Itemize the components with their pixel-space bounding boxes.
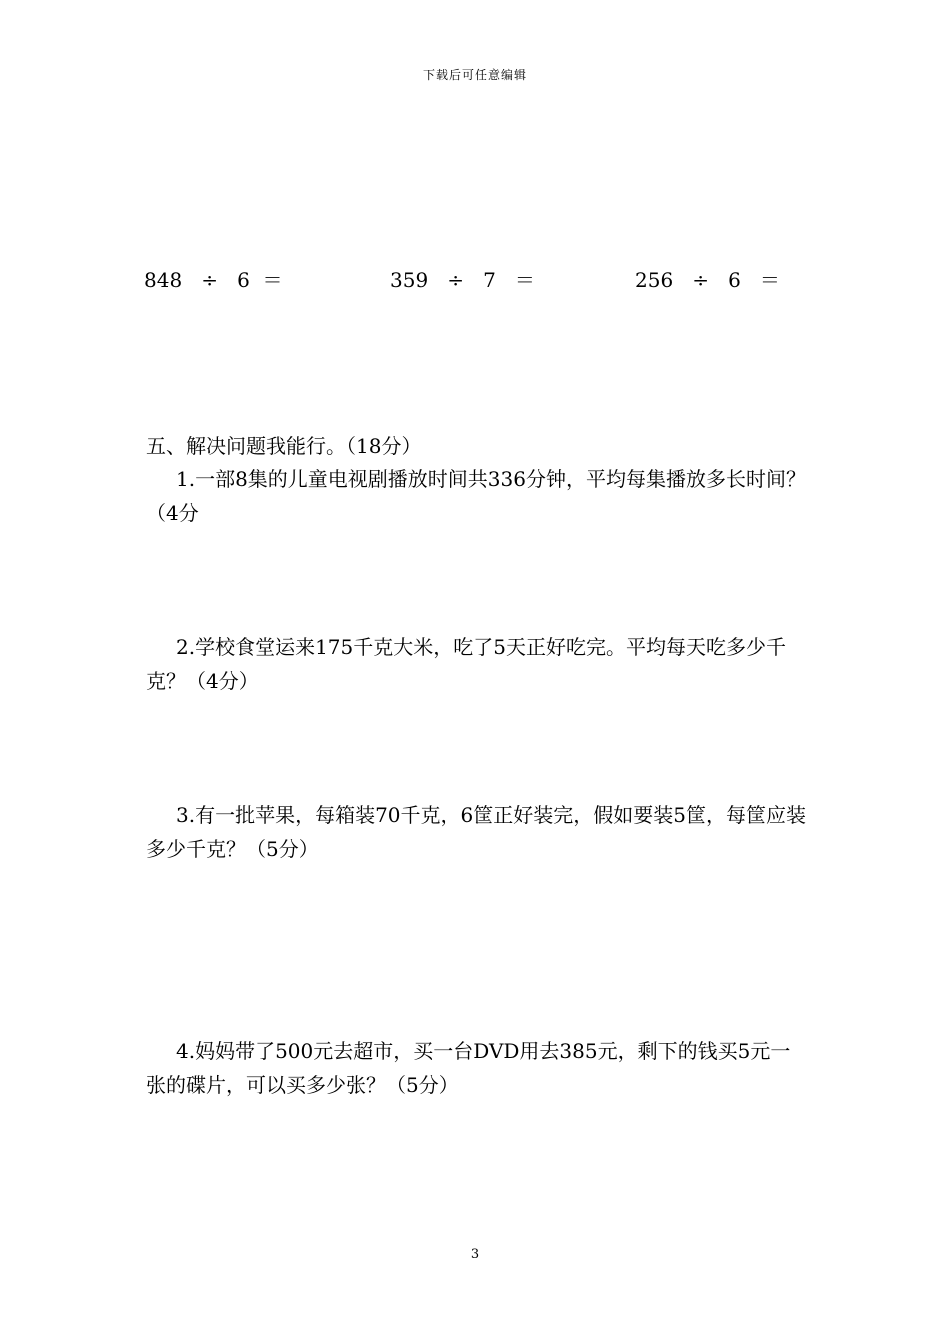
problem-1: 1.一部8集的儿童电视剧播放时间共336分钟，平均每集播放多长时间？（4分 — [146, 467, 806, 525]
calculation-1: 848 ÷ 6 ＝ — [144, 268, 283, 292]
calculation-3: 256 ÷ 6 ＝ — [635, 268, 780, 292]
problem-3: 3.有一批苹果，每箱装70千克，6筐正好装完，假如要装5筐，每筐应装多少千克？（5分） — [146, 803, 806, 861]
problem-2: 2.学校食堂运来175千克大米，吃了5天正好吃完。平均每天吃多少千克？（4分） — [146, 635, 786, 693]
problem-4: 4.妈妈带了500元去超市，买一台DVD用去385元，剩下的钱买5元一张的碟片，可以买多少张？（5分） — [146, 1039, 791, 1097]
calculation-2: 359 ÷ 7 ＝ — [390, 268, 535, 292]
header-note: 下载后可任意编辑 — [422, 68, 527, 82]
calculation-row — [0, 264, 950, 294]
section-title: 五、解决问题我能行。（18分） — [146, 434, 422, 458]
page-number: 3 — [470, 1247, 480, 1262]
